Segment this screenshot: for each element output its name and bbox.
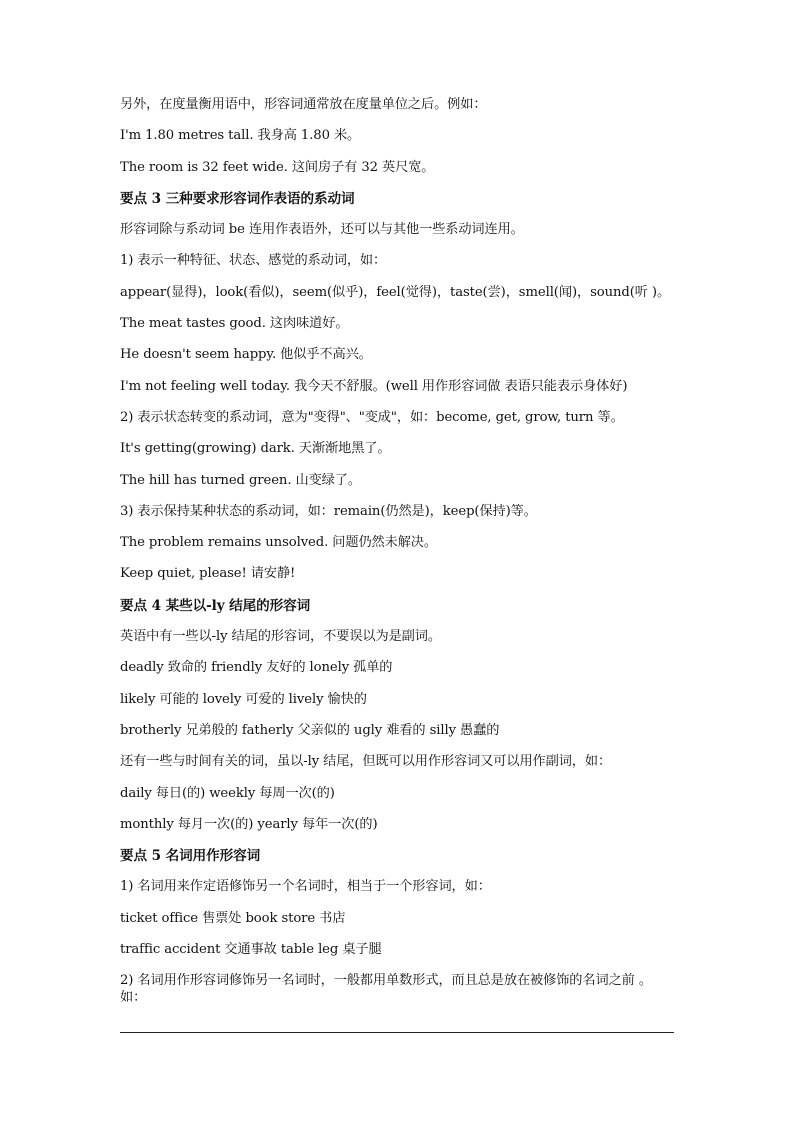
section-heading-4: 要点 4 某些以-ly 结尾的形容词 [120,597,311,614]
example-line: I'm 1.80 metres tall. 我身高 1.80 米。 [120,128,361,144]
example-line: The hill has turned green. 山变绿了。 [120,472,361,488]
document-page [120,96,674,1006]
vocab-line: traffic accident 交通事故 table leg 桌子腿 [120,942,382,958]
text-line: 形容词除与系动词 be 连用作表语外，还可以与其他一些系动词连用。 [120,222,524,238]
list-item-3: 3) 表示保持某种状态的系动词，如：remain(仍然是)，keep(保持)等。 [120,503,537,519]
list-item-2: 2) 名词用作形容词修饰另一名词时，一般都用单数形式，而且总是放在被修饰的名词之前 。如： [120,973,652,1006]
example-line: The room is 32 feet wide. 这间房子有 32 英尺宽。 [120,159,435,175]
footer-rule [120,1032,674,1033]
example-line: He doesn't seem happy. 他似乎不高兴。 [120,347,372,363]
vocab-line: brotherly 兄弟般的 fatherly 父亲似的 ugly 难看的 silly 愚蠢的 [120,722,500,738]
text-line: 英语中有一些以-ly 结尾的形容词，不要误以为是副词。 [120,629,441,645]
vocab-line: daily 每日(的) weekly 每周一次(的) [120,785,335,801]
example-line: I'm not feeling well today. 我今天不舒服。(well 用作形容词做 表语只能表示身体好) [120,378,628,394]
vocab-line: likely 可能的 lovely 可爱的 lively 愉快的 [120,691,367,707]
section-heading-5: 要点 5 名词用作形容词 [120,848,261,865]
example-line: The problem remains unsolved. 问题仍然未解决。 [120,535,437,551]
text-line: 还有一些与时间有关的词，虽以-ly 结尾，但既可以用作形容词又可以用作副词，如： [120,754,612,770]
example-line: The meat tastes good. 这肉味道好。 [120,316,349,332]
verb-list-line: appear(显得)，look(看似)，seem(似乎)，feel(觉得)，taste(尝)，smell(闻)，sound(听 )。 [120,284,671,300]
list-item-1: 1) 名词用来作定语修饰另一个名词时，相当于一个形容词，如： [120,879,491,895]
section-heading-3: 要点 3 三种要求形容词作表语的系动词 [120,190,355,207]
example-line: Keep quiet, please! 请安静! [120,566,296,582]
text-line-intro: 另外，在度量衡用语中，形容词通常放在度量单位之后。例如： [120,97,487,112]
vocab-line: deadly 致命的 friendly 友好的 lonely 孤单的 [120,660,393,676]
vocab-line: ticket office 售票处 book store 书店 [120,910,346,926]
vocab-line: monthly 每月一次(的) yearly 每年一次(的) [120,816,378,832]
list-item-2: 2) 表示状态转变的系动词，意为"变得"、"变成"，如：become, get, grow, turn 等。 [120,409,624,425]
list-item-1: 1) 表示一种特征、状态、感觉的系动词，如： [120,253,387,269]
example-line: It's getting(growing) dark. 天渐渐地黑了。 [120,441,391,457]
